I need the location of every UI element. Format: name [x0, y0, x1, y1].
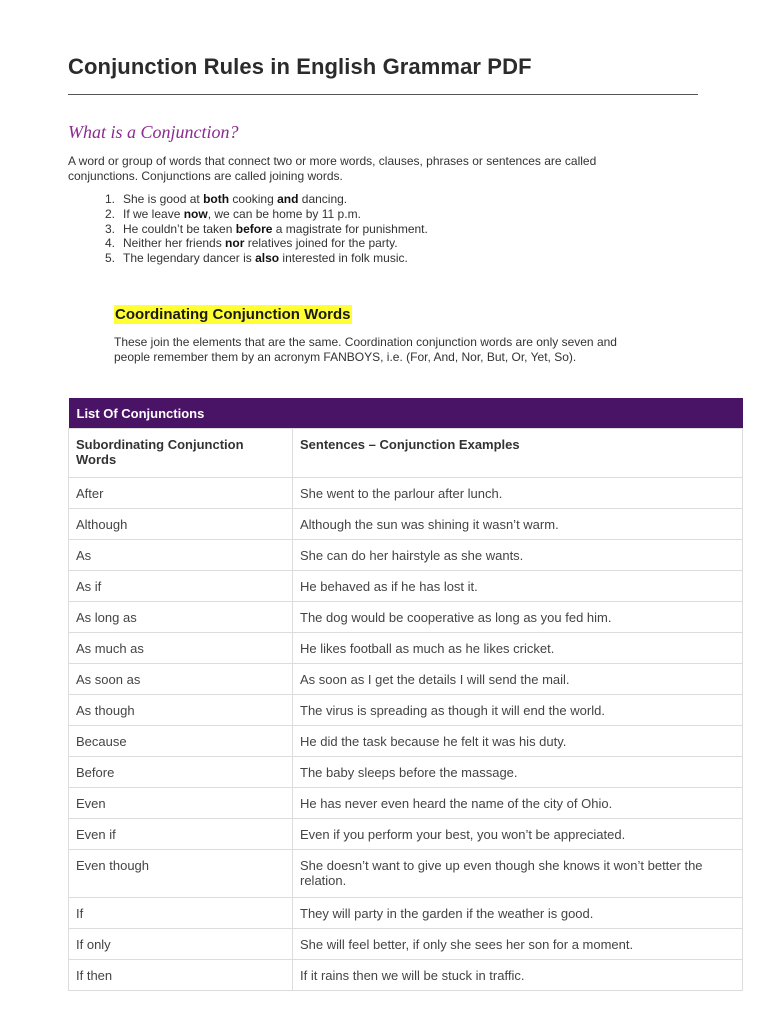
example-sentence: She will feel better, if only she sees her son for a moment.: [293, 929, 743, 960]
coordinating-heading: Coordinating Conjunction Words: [115, 306, 351, 323]
table-row: [69, 509, 743, 540]
table-row: [69, 664, 743, 695]
example-sentence: The baby sleeps before the massage.: [293, 757, 743, 788]
column-header-word: Subordinating Conjunction Words: [69, 429, 293, 478]
table-row: [69, 726, 743, 757]
table-caption: List Of Conjunctions: [69, 398, 743, 429]
example-sentence: He likes football as much as he likes cricket.: [293, 633, 743, 664]
conjunction-word: Even though: [69, 850, 293, 898]
conjunction-word: As much as: [69, 633, 293, 664]
title-divider: [68, 94, 698, 95]
table-row: [69, 602, 743, 633]
section-heading: What is a Conjunction?: [68, 122, 239, 142]
conjunction-word: If only: [69, 929, 293, 960]
table-row: [69, 819, 743, 850]
table-row: [69, 571, 743, 602]
conjunction-word: After: [69, 478, 293, 509]
example-sentence: He has never even heard the name of the city of Ohio.: [293, 788, 743, 819]
conjunction-word: If: [69, 898, 293, 929]
page-title: Conjunction Rules in English Grammar PDF: [68, 54, 532, 79]
conjunction-word: Because: [69, 726, 293, 757]
example-sentence: Even if you perform your best, you won’t be appreciated.: [293, 819, 743, 850]
conjunction-word: Before: [69, 757, 293, 788]
intro-line: conjunctions. Conjunctions are called joining words.: [68, 169, 343, 183]
table-row: [69, 757, 743, 788]
table-row: [69, 540, 743, 571]
example-sentence: She doesn’t want to give up even though she knows it won’t better the relation.: [293, 850, 743, 898]
list-item: 3. He couldn’t be taken before a magistrate for punishment.: [104, 221, 428, 236]
example-list: [68, 192, 428, 266]
list-item: 2. If we leave now, we can be home by 11 p.m.: [104, 206, 361, 221]
column-header-sentence: Sentences – Conjunction Examples: [293, 429, 743, 478]
conjunction-word: As soon as: [69, 664, 293, 695]
example-sentence: The dog would be cooperative as long as you fed him.: [293, 602, 743, 633]
example-sentence: He did the task because he felt it was his duty.: [293, 726, 743, 757]
table-row: [69, 850, 743, 898]
list-item: 1. She is good at both cooking and dancing.: [104, 192, 348, 206]
coordinating-line: These join the elements that are the same. Coordination conjunction words are only seven and: [114, 335, 617, 349]
conjunction-word: Even if: [69, 819, 293, 850]
example-sentence: They will party in the garden if the weather is good.: [293, 898, 743, 929]
table-row: [69, 788, 743, 819]
coordinating-line: people remember them by an acronym FANBOYS, i.e. (For, And, Nor, But, Or, Yet, So).: [114, 350, 577, 364]
table-row: [69, 898, 743, 929]
conjunction-word: Even: [69, 788, 293, 819]
conjunction-word: As: [69, 540, 293, 571]
coordinating-paragraph: [114, 335, 714, 365]
table-header-row: [69, 429, 743, 478]
list-item: 4. Neither her friends nor relatives joined for the party.: [104, 236, 398, 251]
conjunction-word: As if: [69, 571, 293, 602]
example-sentence: Although the sun was shining it wasn’t warm.: [293, 509, 743, 540]
table-row: [69, 960, 743, 991]
table-row: [69, 633, 743, 664]
table-row: [69, 695, 743, 726]
intro-paragraph: [68, 154, 708, 184]
conjunction-word: As though: [69, 695, 293, 726]
intro-line: A word or group of words that connect two or more words, clauses, phrases or sentences are called: [68, 154, 597, 168]
example-sentence: He behaved as if he has lost it.: [293, 571, 743, 602]
conjunction-word: Although: [69, 509, 293, 540]
example-sentence: As soon as I get the details I will send the mail.: [293, 664, 743, 695]
example-sentence: If it rains then we will be stuck in traffic.: [293, 960, 743, 991]
conjunction-word: If then: [69, 960, 293, 991]
example-sentence: She went to the parlour after lunch.: [293, 478, 743, 509]
table-row: [69, 929, 743, 960]
list-item: 5. The legendary dancer is also interested in folk music.: [104, 251, 408, 266]
table-row: [69, 478, 743, 509]
example-sentence: The virus is spreading as though it will end the world.: [293, 695, 743, 726]
example-sentence: She can do her hairstyle as she wants.: [293, 540, 743, 571]
conjunction-word: As long as: [69, 602, 293, 633]
conjunction-table: [68, 398, 743, 991]
